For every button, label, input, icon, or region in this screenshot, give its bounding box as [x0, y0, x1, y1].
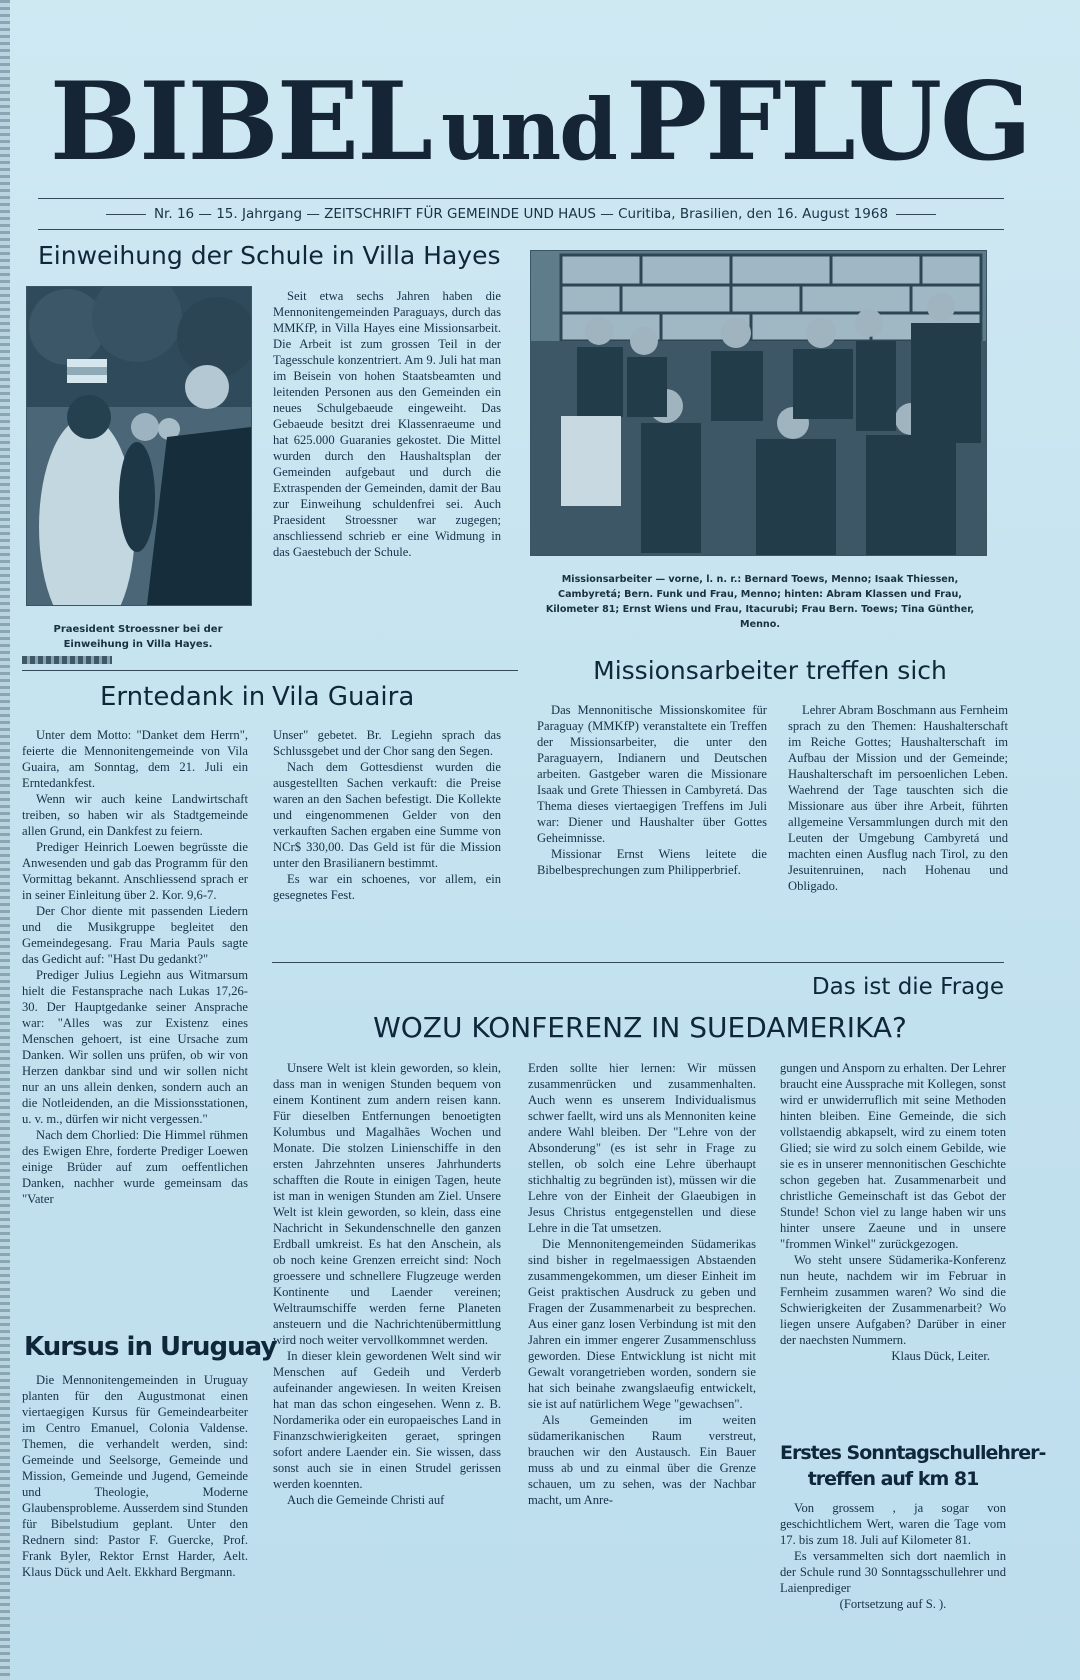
page-binding-edge: [0, 0, 10, 1680]
paragraph: Es versammelten sich dort naemlich in der Schule rund 30 Sonntagsschullehrer und Laienprediger: [780, 1549, 1006, 1595]
headline-erntedank-part2: Vila Guaira: [272, 682, 415, 712]
headline-erntedank-part1: Erntedank in: [100, 682, 266, 712]
photo-missionsarbeiter: [530, 250, 987, 556]
headline-missionsarbeiter: Missionsarbeiter treffen sich: [593, 656, 947, 685]
article-body-konferenz-col2: [528, 1060, 756, 1508]
caption-stroessner: Praesident Stroessner bei der Einweihung in Villa Hayes.: [53, 624, 223, 650]
article-body-missionsarbeiter-col2: [788, 702, 1008, 894]
section-rule-erntedank: [22, 670, 518, 671]
photo-image-group: [531, 251, 986, 555]
headline-kursus-uruguay: Kursus in Uruguay: [24, 1332, 277, 1362]
paragraph: Seit etwa sechs Jahren haben die Mennonitengemeinden Paraguays, durch das MMKfP, in Villa Hayes eine Missionsarbeit. Die Arbeit ist zum grossen Teil in der Tagesschule konzentriert. Am 9. Juli hat man im Beisein von hohen Staatsbeamten und leitenden Personen aus den Gemeinden ein neues Schulgebaeude eingeweiht. Das Gebaeude besitzt drei Klassenraeume und hat 625.000 Guaranies gekostet. Die Mittel wurden durch den Haushaltsplan der Gemeinden aufgebaut und durch die Extraspenden der Gemeinden, damit der Bau zur Einweihung schuldenfrei sei. Auch Praesident Stroessner war zugegen; anschliessend schrieb er eine Widmung in das Gaestebuch der Schule.: [273, 289, 501, 559]
signature: Klaus Dück, Leiter.: [891, 1349, 990, 1363]
issue-info: Nr. 16 — 15. Jahrgang — ZEITSCHRIFT FÜR GEMEINDE UND HAUS — Curitiba, Brasilien, den 16. August 1968: [153, 206, 889, 222]
paragraph: Das Mennonitische Missionskomitee für Paraguay (MMKfP) veranstaltete ein Treffen der Missionsarbeiter, die unter den Paraguayern, Indianern und Deutschen arbeiten. Gastgeber waren die Missionare Isaak und Grete Thiessen in Cambyretá. Das Thema dieses viertaegigen Treffens im Juli war: Diener und Haushalter über Gottes Geheimnisse.: [537, 703, 767, 845]
paragraph: Nach dem Chorlied: Die Himmel rühmen des Ewigen Ehre, forderte Prediger Loewen einige Brüder auf zum oeffentlichen Danken, nachher wurde gemeinsam das "Vater: [22, 1128, 248, 1206]
paragraph: Missionar Ernst Wiens leitete die Bibelbesprechungen zum Philipperbrief.: [537, 847, 767, 877]
paragraph: In dieser klein gewordenen Welt sind wir Menschen auf Gedeih und Verderb aufeinander angewiesen. In weiten Kreisen hat man das schon eingesehen. Wenn z. B. Nordamerika oder ein europaeisches Land in Finanzschwierigkeiten geraet, springen sofort andere Laender ein. Sie wissen, dass sonst auch sie in einen Strudel gerissen werden koennten.: [273, 1349, 501, 1491]
decorative-strip: [22, 656, 112, 664]
paragraph: Es war ein schoenes, vor allem, ein gesegnetes Fest.: [273, 872, 501, 902]
article-body-konferenz-col1: [273, 1060, 501, 1508]
headline-line-2: treffen auf km 81: [807, 1468, 979, 1490]
headline-villa-hayes: Einweihung der Schule in Villa Hayes: [38, 241, 501, 270]
masthead-und: und: [441, 80, 616, 179]
paragraph: Unsere Welt ist klein geworden, so klein, dass man in wenigen Stunden bequem von einem Kontinent zum andern reisen kann. Für dieselben Entfernungen benoetigten Kolumbus und Magalhães Wochen und Monate. Die stolzen Linienschiffe in den ersten Jahrzehnten unseres Jahrhunderts schafften die Route in einigen Tagen, heute ist man in wenigen Stunden am Ziel. Unsere Welt ist klein geworden, so klein, dass eine Nachricht in Sekundenschnelle den ganzen Erdball umkreist. Es hat den Anschein, als ob noch keine Grenzen erreicht sind: Noch groessere und schnellere Flugzeuge werden Kontinente und Laender vereinen; Weltraumschiffe werden ferne Planeten ansteuern und die Nachrichtenübermittlung wird noch weiter vervollkommnet werden.: [273, 1061, 501, 1347]
paragraph: Lehrer Abram Boschmann aus Fernheim sprach zu den Themen: Haushalterschaft im Reiche Gottes; Haushalterschaft im Aufbau der Mission und der Gemeinde; Haushalterschaft im persoenlichen Leben. Waehrend der Tage tauschten sich die Missionare aus über ihre Arbeit, führten allgemeine Versammlungen durch mit den Leuten der Umgebung Cambyretá und machten einen Ausflug nach Tirol, zu den Jesuitenruinen, nach Hohenau und Obligado.: [788, 703, 1008, 893]
paragraph: Die Mennonitengemeinden in Uruguay planten für den Augustmonat einen viertaegigen Kursus für Gemeindearbeiter im Centro Emanuel, Colonia Valdense. Themen, die verhandelt werden, sind: Gemeinde und Seelsorge, Gemeinde und Mission, Gemeinde und Jugend, Gemeinde und Theologie, Moderne Glaubensprobleme. Ausserdem sind Stunden für Bibelstudium geplant. Unter den Rednern sind: Pastor F. Guercke, Prof. Frank Byler, Rektor Ernst Harder, Aelt. Klaus Dück und Aelt. Ekkhard Bergmann.: [22, 1373, 248, 1579]
masthead-subline: [38, 203, 1004, 225]
article-body-konferenz-col3: [780, 1060, 1006, 1364]
masthead-rule-top: [38, 198, 1004, 199]
article-body-erntedank-col1: [22, 727, 248, 1207]
masthead-pflug: PFLUG: [625, 59, 1031, 185]
paragraph: Als Gemeinden im weiten südamerikanischen Raum verstreut, brauchen wir den Austausch. Ein Bauer muss ab und zu einmal über die Grenze schauen, um zu sehen, was der Nachbar macht, um Anre-: [528, 1413, 756, 1507]
headline-line-1: Erstes Sonntagschullehrer-: [780, 1442, 1046, 1464]
headline-sonntagschule: [780, 1440, 1046, 1492]
paragraph: Prediger Julius Legiehn aus Witmarsum hielt die Festansprache nach Lukas 17,26-30. Der Hauptgedanke seiner Ansprache war: "Alles was zur Existenz eines Menschen gehoert, ist eine Ursache zum Danken. Wir sollen uns prüfen, ob wir von Herzen dankbar sind und wir sollen nicht nur an uns allein denken, sondern auch an die Notleidenden, an die Missionsstationen, u. v. m., dürfen wir nicht vergessen.": [22, 968, 248, 1126]
paragraph: Von grossem , ja sogar von geschichtlichem Wert, waren die Tage vom 17. bis zum 18. Juli auf Kilometer 81.: [780, 1501, 1006, 1547]
masthead-rule-bottom: [38, 229, 1004, 230]
photo-image: [27, 287, 251, 605]
paragraph: gungen und Ansporn zu erhalten. Der Lehrer braucht eine Aussprache mit Kollegen, sonst wird er unwiderruflich mit seine Methoden hinten bleiben. Eine Gemeinde, die sich vollstaendig abkapselt, wird zu einem toten Glied; sie wird zu solch einem Gebilde, wie sie es in unserer mennonitischen Geschichte schon gegeben hat. Zusammenarbeit und christliche Gemeinschaft ist das Gebot der Stunde! Schon viel zu lange haben wir uns hinter unsere Zaeune und in unsere "frommen Winkel" zurückgezogen.: [780, 1061, 1006, 1251]
continuation-note: (Fortsetzung auf S. ).: [839, 1597, 947, 1611]
paragraph: Wo steht unsere Südamerika-Konferenz nun heute, nachdem wir im Februar in Fernheim zusammen waren? Wo sind die Schwierigkeiten der Zusammenarbeit? Wo liegen unsere Aufgaben? Darüber in einer der naechsten Nummern.: [780, 1253, 1006, 1347]
masthead-title: [40, 59, 1040, 185]
paragraph: Nach dem Gottesdienst wurden die ausgestellten Sachen verkauft: die Preise waren an den Sachen befestigt. Die Kollekte und eingenommenen Gelder von den verkauften Sachen ergaben eine Summe von NCr$ 330,00. Das Geld ist für die Mission unter den Brasilianern bestimmt.: [273, 760, 501, 870]
article-body-kursus: [22, 1372, 248, 1580]
paragraph: Wenn wir auch keine Landwirtschaft treiben, so haben wir als Stadtgemeinde allen Grund, ein Dankfest zu feiern.: [22, 792, 248, 838]
masthead-bibel: BIBEL: [49, 59, 432, 185]
article-body-erntedank-col2: [273, 727, 501, 903]
kicker-das-ist-die-frage: Das ist die Frage: [811, 974, 1004, 1000]
paragraph: Auch die Gemeinde Christi auf: [287, 1493, 445, 1507]
paragraph: Unter dem Motto: "Danket dem Herrn", feierte die Mennonitengemeinde von Vila Guaira, am Sonntag, dem 21. Juli ein Erntedankfest.: [22, 728, 248, 790]
caption-missionsarbeiter: Missionsarbeiter — vorne, l. n. r.: Bernard Toews, Menno; Isaak Thiessen, Cambyretá; Bern. Funk und Frau, Menno; hinten: Abram Klassen und Frau, Kilometer 81; Ernst Wiens und Frau, Itacurubi; Frau Bern. Toews; Tina Günther, Menno.: [545, 574, 975, 630]
paragraph: Unser" gebetet. Br. Legiehn sprach das Schlussgebet und der Chor sang den Segen.: [273, 728, 501, 758]
article-body-villa-hayes: [273, 288, 501, 560]
article-body-sonntagschule: [780, 1500, 1006, 1612]
paragraph: Der Chor diente mit passenden Liedern und die Musikgruppe begleitet den Gemeindegesang. Frau Maria Pauls sagte das Gedicht auf: "Hast Du gedankt?": [22, 904, 248, 966]
headline-konferenz: WOZU KONFERENZ IN SUEDAMERIKA?: [373, 1011, 907, 1044]
photo-president-stroessner: [26, 286, 252, 606]
section-rule-konferenz: [272, 962, 1004, 963]
paragraph: Die Mennonitengemeinden Südamerikas sind bisher in regelmaessigen Abstaenden zusammengekommen, um dieser Einheit im Geist praktischen Ausdruck zu geben und Fragen der Zusammenarbeit zu besprechen. Aus einer ganz losen Verbindung ist mit den Jahren ein immer engerer Zusammenschluss geworden. Diese Entwicklung ist nicht mit Gewalt vorangetrieben worden, sondern sie hat sich beinahe zwangslaeufig entwickelt, sie ist auf natürlichem Wege "gewachsen".: [528, 1237, 756, 1411]
paragraph: Erden sollte hier lernen: Wir müssen zusammenrücken und zusammenhalten. Auch wenn es unserem Individualismus schwer faellt, wird uns als Mennoniten keine andere Wahl bleiben. Der "Lehre von der Absonderung" (es ist sehr in Frage zu stellen, ob solch eine Lehre überhaupt stichhaltig zu begründen ist), müssen wir die Lehre von der Einheit der Glaeubigen in Jesus Christus entgegenstellen und diese Lehre in die Tat umsetzen.: [528, 1061, 756, 1235]
subline-dash-left: [106, 214, 146, 215]
subline-dash-right: [896, 214, 936, 215]
article-body-missionsarbeiter-col1: [537, 702, 767, 878]
paragraph: Prediger Heinrich Loewen begrüsste die Anwesenden und gab das Programm für den Vormittag bekannt. Anschliessend sprach er in seiner Einleitung über 2. Kor. 9,6-7.: [22, 840, 248, 902]
